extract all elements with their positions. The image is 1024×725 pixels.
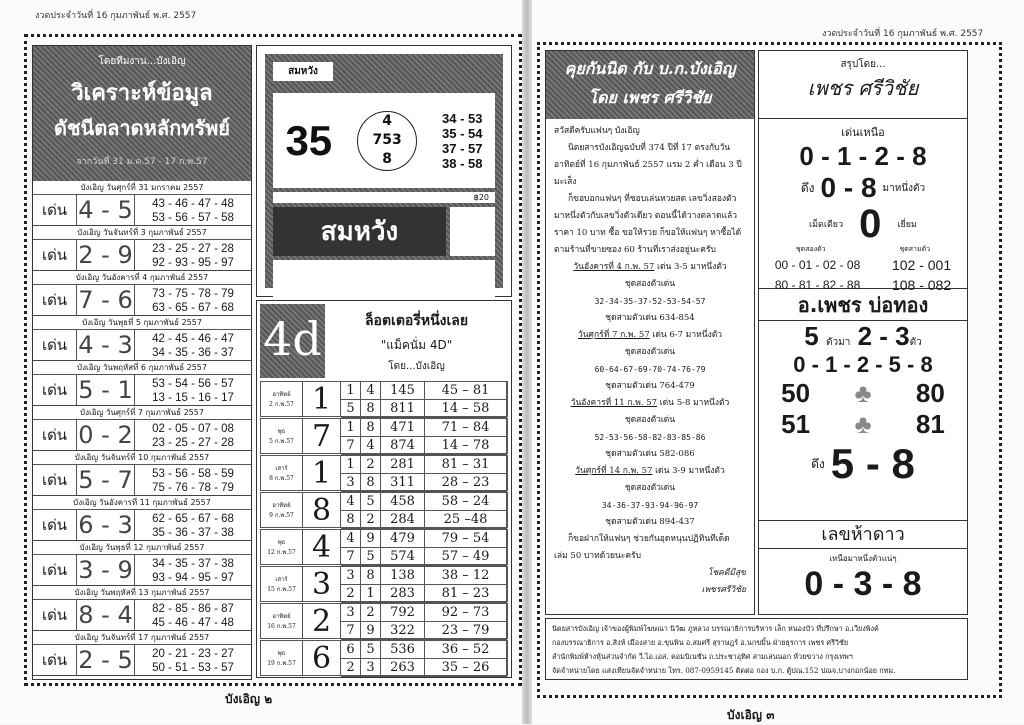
4d-row	[260, 566, 508, 602]
4d-main-digit: 3	[303, 567, 341, 601]
4d-digit: 5	[361, 493, 381, 511]
analysis-date: บังเอิญ วันพฤหัสที่ 6 กุมภาพันธ์ 2557	[33, 361, 251, 375]
4d-pair: 14 – 78	[425, 437, 507, 455]
number-line: 34 - 35 - 37 - 38	[152, 558, 234, 570]
ajarn-title: อ.เพชร บ่อทอง	[759, 289, 967, 321]
analysis-block	[33, 631, 251, 676]
lead-pair: 5 - 1	[77, 375, 135, 405]
analysis-row	[33, 645, 251, 676]
summary-author: เพชร ศรีวิชัย	[807, 76, 919, 100]
issue-date-left: งวดประจำวันที่ 16 กุมภาพันธ์ พ.ศ. 2557	[35, 11, 197, 21]
4d-digit: 2	[341, 585, 361, 603]
analysis-title-2: ดัชนีตลาดหลักทรัพย์	[53, 116, 231, 140]
analysis-date: บังเอิญ วันอังคารที่ 4 กุมภาพันธ์ 2557	[33, 271, 251, 285]
single-number: 0	[859, 202, 882, 246]
lead-label: เด่น	[33, 240, 77, 270]
4d-digit: 1	[341, 456, 361, 474]
ad-pairs: 34 - 53 35 - 54 37 - 57 38 - 58	[442, 110, 483, 171]
analysis-date: บังเอิญ วันศุกร์ที่ 31 มกราคม 2557	[33, 181, 251, 195]
lead-label: เด่น	[33, 195, 77, 225]
analysis-row	[33, 330, 251, 361]
ajarn-suffix: ตัว	[909, 337, 922, 348]
chat-sign-off: โชคดีมีสุข	[707, 568, 746, 578]
analysis-date: บังเอิญ วันศุกร์ที่ 7 กุมภาพันธ์ 2557	[33, 406, 251, 420]
4d-day: เสาร์	[275, 465, 288, 472]
4d-triple: 874	[381, 437, 425, 455]
4d-triple: 138	[381, 567, 425, 585]
4d-digit: 7	[341, 548, 361, 566]
number-line: 43 - 46 - 47 - 48	[152, 198, 234, 210]
4d-main-digit: 1	[303, 456, 341, 490]
4d-day: อาทิตย์	[272, 502, 291, 509]
lead-numbers: 0 - 1 - 2 - 8	[799, 141, 927, 171]
chat-closing: ก็ขอฝากให้แฟนๆ ช่วยกันอุดหนุนปฏิทินทีเด็ด เล่ม 50 บาทด้วยนะครับ	[554, 534, 730, 561]
4d-date: 9 ก.พ.57	[269, 512, 294, 519]
ajarn-pull: 5 - 8	[830, 440, 915, 487]
lead-pair: 2 - 9	[77, 240, 135, 270]
number-line: 35 - 36 - 37 - 38	[152, 527, 234, 539]
chat-body	[546, 119, 754, 603]
chat-paragraph: นิตยสารบังเอิญฉบับที่ 374 ปีที่ 17 ตรงกับวันอาทิตย์ที่ 16 กุมภาพันธ์ 2557 แรม 2 ค่ำ เดือน 3 ปีมะเส็ง	[554, 143, 742, 187]
analysis-row	[33, 555, 251, 586]
4d-pair: 81 – 31	[425, 456, 507, 474]
ad-big-number: 35	[285, 116, 333, 164]
five-star-title: เลขห้าดาว	[759, 521, 967, 549]
4d-logo: 4d	[260, 304, 325, 378]
4d-pair: 25 –48	[425, 511, 507, 529]
analysis-row	[33, 420, 251, 451]
entry-day: วันอังคารที่ 4 ก.พ. 57	[573, 262, 655, 272]
lead-label: เด่น	[33, 465, 77, 495]
4d-triple: 792	[381, 604, 425, 622]
4d-date: 16 ก.พ.57	[267, 623, 296, 630]
4d-pair: 38 – 12	[425, 567, 507, 585]
number-line: 82 - 85 - 86 - 87	[152, 603, 234, 615]
analysis-block	[33, 586, 251, 631]
4d-row	[260, 529, 508, 565]
chat-paragraph: ก็ขอบอกแฟนๆ ที่ชอบเล่นหวยสด เลขวิ่งสองตัวมาหนึ่งตัวกับเลขวิ่งตัวเดียว ตอนนี้ได้วางตลาดแล้ว ราคา 10 บาท ซื้อ ขอให้รวย ก็ขอให้แฟนๆ หาซื้อได้ตามร้านที่ขายซอง 60 ร้านที่เราส่งอยู่นะครับ	[554, 194, 742, 255]
credits-line: นิตยสารบังเอิญ เจ้าของผู้พิมพ์โฆษณา นิวัฒ ภูหลวง บรรณาธิการบริหาร เล็ก หนองบัว ที่ปรึกษา อ.เวียงพิงค์	[552, 624, 879, 633]
4d-main-digit: 1	[303, 382, 341, 416]
entry-two: 32-34-35-37-52-53-54-57	[594, 297, 706, 306]
single-label: เม็ดเดียว	[809, 220, 844, 230]
4d-pair: 14 – 58	[425, 400, 507, 418]
4d-day: อาทิตย์	[272, 613, 291, 620]
lead-label: เด่น	[33, 420, 77, 450]
credits-line: กองบรรณาธิการ อ.สิงห์ เมืองสาย อ.ขุนพิน อ.สมศรี สุราษฎร์ อ.นกขมิ้น ฝ่ายธุรการ เพชร ศรีวิชัย	[552, 638, 849, 647]
number-line: 53 - 54 - 56 - 57	[152, 378, 234, 390]
ajarn-a: 5	[804, 321, 819, 351]
4d-triple: 574	[381, 548, 425, 566]
4d-pair: 57 – 49	[425, 548, 507, 566]
4d-digit: 1	[361, 585, 381, 603]
4d-pair: 81 – 23	[425, 585, 507, 603]
entry-lead: เด่น 3-5 มาหนึ่งตัว	[657, 262, 727, 272]
chat-signature: เพชรศรีวิชัย	[701, 585, 746, 595]
4d-digit: 8	[361, 567, 381, 585]
lead-label: เด่น	[33, 510, 77, 540]
pair-number: 80	[915, 378, 945, 408]
entry-three: ชุดสามตัวเด่น 582-086	[605, 449, 695, 459]
summary-by: สรุปโดย...	[840, 59, 886, 70]
4d-digit: 2	[361, 511, 381, 529]
analysis-block	[33, 451, 251, 496]
ajarn-pull-label: ดึง	[811, 456, 825, 471]
club-icon: ♣	[854, 378, 872, 408]
entry-lead: เด่น 5-8 มาหนึ่งตัว	[659, 398, 730, 408]
lead-pair: 2 - 5	[77, 645, 135, 675]
analysis-row	[33, 240, 251, 271]
analysis-block	[33, 181, 251, 226]
stock-analysis-table	[32, 45, 252, 680]
entry-two-label: ชุดสองตัวเด่น	[624, 483, 676, 493]
4d-row	[260, 455, 508, 491]
4d-digit: 7	[341, 437, 361, 455]
lead-pair: 4 - 5	[77, 195, 135, 225]
entry-three: ชุดสามตัวเด่น 894-437	[605, 517, 695, 527]
4d-triple: 811	[381, 400, 425, 418]
entry-three: ชุดสามตัวเด่น 764-479	[605, 381, 695, 391]
4d-digit: 3	[361, 659, 381, 677]
4d-date: 2 ก.พ.57	[269, 401, 294, 408]
page-number-right: บังเอิญ ๓	[727, 708, 775, 722]
analysis-block	[33, 406, 251, 451]
number-line: 42 - 45 - 46 - 47	[152, 333, 234, 345]
entry-two-label: ชุดสองตัวเด่น	[624, 347, 676, 357]
lead-pair: 0 - 2	[77, 420, 135, 450]
entry-three: ชุดสามตัวเด่น 634-854	[605, 313, 695, 323]
analysis-title: วิเคราะห์ข้อมูล	[71, 81, 213, 106]
entry-two-label: ชุดสองตัวเด่น	[624, 279, 676, 289]
4d-digit: 1	[341, 382, 361, 400]
entry-lead: เด่น 3-9 มาหนึ่งตัว	[655, 466, 725, 476]
4d-digit: 2	[341, 659, 361, 677]
two-digit-set: 80 - 81 - 82 - 88	[774, 278, 861, 292]
analysis-date: บังเอิญ วันพฤหัสที่ 13 กุมภาพันธ์ 2557	[33, 586, 251, 600]
4d-triple: 281	[381, 456, 425, 474]
analysis-block	[33, 541, 251, 586]
number-line: 50 - 51 - 53 - 57	[152, 662, 234, 674]
4d-digit: 9	[361, 622, 381, 640]
analysis-date: บังเอิญ วันพุธที่ 12 กุมภาพันธ์ 2557	[33, 541, 251, 555]
lead-label: เด่น	[33, 555, 77, 585]
4d-date: 15 ก.พ.57	[267, 586, 296, 593]
pull-numbers: 0 - 8	[820, 172, 877, 203]
three-digit-label: ชุดสามตัว	[899, 245, 931, 253]
issue-date-right: งวดประจำวันที่ 16 กุมภาพันธ์ พ.ศ. 2557	[822, 29, 984, 39]
chat-entry	[554, 463, 746, 480]
4d-digit: 8	[341, 511, 361, 529]
chat-entry	[554, 395, 746, 412]
number-line: 45 - 46 - 47 - 48	[152, 617, 234, 629]
two-digit-label: ชุดสองตัว	[795, 245, 826, 253]
4d-day: พุธ	[277, 650, 286, 657]
4d-digit: 9	[361, 530, 381, 548]
analysis-byline: โดยทีมงาน...บังเอิญ	[98, 56, 186, 67]
lotto-4d-table	[256, 300, 512, 678]
entry-lead: เด่น 6-7 มาหนึ่งตัว	[652, 330, 723, 340]
pair-number: 81	[915, 409, 945, 439]
lead-pair: 6 - 3	[77, 510, 135, 540]
4d-date: 5 ก.พ.57	[269, 438, 294, 445]
4d-digit: 4	[361, 437, 381, 455]
4d-row	[260, 381, 508, 417]
chat-entry	[554, 259, 746, 276]
entry-day: วันศุกร์ที่ 14 ก.พ. 57	[575, 466, 653, 476]
entry-two: 60-64-67-69-70-74-76-79	[594, 365, 706, 374]
number-line: 23 - 25 - 27 - 28	[152, 437, 234, 449]
4d-day: พุธ	[277, 539, 286, 546]
analysis-date: บังเอิญ วันจันทร์ที่ 3 กุมภาพันธ์ 2557	[33, 226, 251, 240]
4d-digit: 6	[341, 641, 361, 659]
five-star-numbers: 0 - 3 - 8	[804, 565, 922, 603]
ad-brand: สมหวัง	[273, 62, 333, 81]
analysis-range: จากวันที่ 31 ม.ค.57 - 17 ก.พ.57	[76, 157, 208, 167]
4d-day: พุธ	[277, 428, 286, 435]
analysis-row	[33, 465, 251, 496]
number-line: 23 - 25 - 27 - 28	[152, 243, 234, 255]
4d-digit: 5	[361, 548, 381, 566]
editor-chat-column	[545, 50, 755, 615]
entry-two-label: ชุดสองตัวเด่น	[624, 415, 676, 425]
three-digit-set: 102 - 001	[891, 257, 952, 273]
number-line: 02 - 05 - 07 - 08	[152, 423, 234, 435]
4d-digit: 3	[341, 567, 361, 585]
analysis-date: บังเอิญ วันจันทร์ที่ 10 กุมภาพันธ์ 2557	[33, 451, 251, 465]
4d-triple: 322	[381, 622, 425, 640]
4d-row	[260, 492, 508, 528]
4d-digit: 4	[341, 530, 361, 548]
analysis-row	[33, 600, 251, 631]
4d-triple: 311	[381, 474, 425, 492]
4d-pair: 23 – 79	[425, 622, 507, 640]
number-line: 20 - 21 - 23 - 27	[152, 648, 234, 660]
4d-row	[260, 603, 508, 639]
4d-digit: 1	[341, 419, 361, 437]
lead-pair: 3 - 9	[77, 555, 135, 585]
4d-byline: โดย...บังเอิญ	[388, 361, 445, 372]
lead-pair: 7 - 6	[77, 285, 135, 315]
pair-number: 50	[781, 378, 811, 408]
analysis-header	[33, 46, 251, 181]
analysis-row	[33, 285, 251, 316]
4d-main-digit: 2	[303, 604, 341, 638]
4d-digit: 7	[341, 622, 361, 640]
number-line: 34 - 35 - 36 - 37	[152, 347, 234, 359]
entry-two: 34-36-37-93-94-96-97	[601, 501, 699, 510]
analysis-block	[33, 226, 251, 271]
4d-triple: 284	[381, 511, 425, 529]
lead-label: เด่นเหนือ	[841, 126, 885, 139]
page-spine	[522, 0, 532, 724]
number-line: 73 - 75 - 78 - 79	[152, 288, 234, 300]
4d-triple: 479	[381, 530, 425, 548]
4d-digit: 8	[361, 419, 381, 437]
4d-day: เสาร์	[275, 576, 288, 583]
right-page	[532, 0, 1024, 724]
number-line: 13 - 15 - 16 - 17	[152, 392, 234, 404]
4d-day: อาทิตย์	[272, 391, 291, 398]
chat-greeting: สวัสดีครับแฟนๆ บังเอิญ	[554, 126, 640, 136]
ajarn-b: 2 - 3	[857, 321, 910, 351]
4d-row	[260, 418, 508, 454]
chat-title: คุยกันนิด กับ บ.ก.บังเอิญ	[564, 59, 736, 78]
4d-main-digit: 8	[303, 493, 341, 527]
lead-label: เด่น	[33, 375, 77, 405]
4d-digit: 8	[361, 400, 381, 418]
ad-emblem	[450, 207, 495, 256]
chat-entry	[554, 327, 746, 344]
analysis-date: บังเอิญ วันอังคารที่ 11 กุมภาพันธ์ 2557	[33, 496, 251, 510]
lead-label: เด่น	[33, 285, 77, 315]
pull-suffix: มาหนึ่งตัว	[882, 182, 926, 194]
4d-date: 12 ก.พ.57	[267, 549, 296, 556]
number-line: 53 - 56 - 57 - 58	[152, 212, 234, 224]
ajarn-sequence: 0 - 1 - 2 - 5 - 8	[793, 352, 933, 377]
analysis-row	[33, 510, 251, 541]
ad-circle-numbers: 4 753 8	[357, 111, 417, 171]
4d-main-digit: 6	[303, 641, 341, 675]
lead-pair: 8 - 4	[77, 600, 135, 630]
4d-subtitle: "แม็คนั่ม 4D"	[380, 338, 453, 352]
lead-label: เด่น	[33, 600, 77, 630]
4d-pair: 35 – 26	[425, 659, 507, 677]
4d-title: ล็อตเตอรี่หนึ่งเลย	[364, 313, 469, 329]
ad-title: สมหวัง	[273, 207, 446, 256]
ad-price: 20	[478, 193, 489, 202]
credits-line: สำนักพิมพ์ห้างหุ้นส่วนจำกัด วี.ไอ.เอส. คอมบิเนชั่น ถ.ประชาอุทิศ สามเสนนอก ห้วยขวาง กรุงเทพฯ	[552, 652, 853, 661]
4d-digit: 5	[361, 641, 381, 659]
chat-author: โดย เพชร ศรีวิชัย	[588, 88, 712, 107]
lead-pair: 4 - 3	[77, 330, 135, 360]
summary-column	[758, 50, 968, 615]
4d-triple: 263	[381, 659, 425, 677]
number-line: 92 - 93 - 95 - 97	[152, 257, 234, 269]
lead-label: เด่น	[33, 645, 77, 675]
ajarn-mid: ตัวมา	[826, 337, 851, 348]
analysis-block	[33, 361, 251, 406]
club-icon: ♣	[854, 409, 872, 439]
lead-pair: 5 - 7	[77, 465, 135, 495]
lead-label: เด่น	[33, 330, 77, 360]
4d-triple: 471	[381, 419, 425, 437]
credits-box	[545, 618, 968, 680]
4d-digit: 2	[361, 456, 381, 474]
number-line: 93 - 94 - 95 - 97	[152, 572, 234, 584]
4d-digit: 8	[361, 474, 381, 492]
4d-digit: 3	[341, 474, 361, 492]
4d-pair: 58 – 24	[425, 493, 507, 511]
4d-main-digit: 4	[303, 530, 341, 564]
number-line: 63 - 65 - 67 - 68	[152, 302, 234, 314]
pull-label: ดึง	[800, 180, 815, 195]
4d-row	[260, 640, 508, 676]
credits-line: จัดจำหน่ายโดย แสงเทียนจัดจำหน่าย โทร. 087-0959145 ติดต่อ กอง บ.ก. ตู้ปณ.152 ปณจ.บางกอกน้อย กทม.	[552, 666, 896, 675]
pair-number: 51	[781, 409, 811, 439]
number-line: 62 - 65 - 67 - 68	[152, 513, 234, 525]
analysis-block	[33, 496, 251, 541]
4d-pair: 92 – 73	[425, 604, 507, 622]
4d-triple: 283	[381, 585, 425, 603]
4d-triple: 458	[381, 493, 425, 511]
4d-triple: 145	[381, 382, 425, 400]
4d-date: 8 ก.พ.57	[269, 475, 294, 482]
4d-digit: 4	[361, 382, 381, 400]
analysis-date: บังเอิญ วันจันทร์ที่ 17 กุมภาพันธ์ 2557	[33, 631, 251, 645]
three-digit-set: 108 - 082	[891, 277, 952, 293]
4d-digit: 5	[341, 400, 361, 418]
entry-two: 52-53-56-58-82-83-85-86	[594, 433, 706, 442]
analysis-block	[33, 271, 251, 316]
two-digit-set: 00 - 01 - 02 - 08	[774, 258, 861, 272]
4d-pair: 45 – 81	[425, 382, 507, 400]
analysis-block	[33, 316, 251, 361]
4d-pair: 36 – 52	[425, 641, 507, 659]
4d-digit: 4	[341, 493, 361, 511]
analysis-row	[33, 375, 251, 406]
five-star-sub: เหนือมาหนึ่งตัวแน่ๆ	[829, 554, 897, 563]
single-suffix: เยี่ยม	[897, 220, 917, 230]
number-line: 53 - 56 - 58 - 59	[152, 468, 234, 480]
page-number-left: บังเอิญ ๒	[225, 692, 273, 706]
4d-triple: 536	[381, 641, 425, 659]
4d-pair: 79 – 54	[425, 530, 507, 548]
4d-main-digit: 7	[303, 419, 341, 453]
4d-pair: 28 – 23	[425, 474, 507, 492]
number-line: 75 - 76 - 78 - 79	[152, 482, 234, 494]
analysis-row	[33, 195, 251, 226]
entry-day: วันศุกร์ที่ 7 ก.พ. 57	[577, 330, 650, 340]
4d-digit: 2	[361, 604, 381, 622]
4d-date: 19 ก.พ.57	[267, 660, 296, 667]
4d-digit: 3	[341, 604, 361, 622]
entry-day: วันอังคารที่ 11 ก.พ. 57	[570, 398, 658, 408]
analysis-date: บังเอิญ วันพุธที่ 5 กุมภาพันธ์ 2557	[33, 316, 251, 330]
4d-pair: 71 – 84	[425, 419, 507, 437]
somwang-ad: สมหวัง 35 4 753 8 34 - 53 35 - 54 37 - 57 38 - 58 ฿20 สมหวัง	[256, 45, 512, 297]
